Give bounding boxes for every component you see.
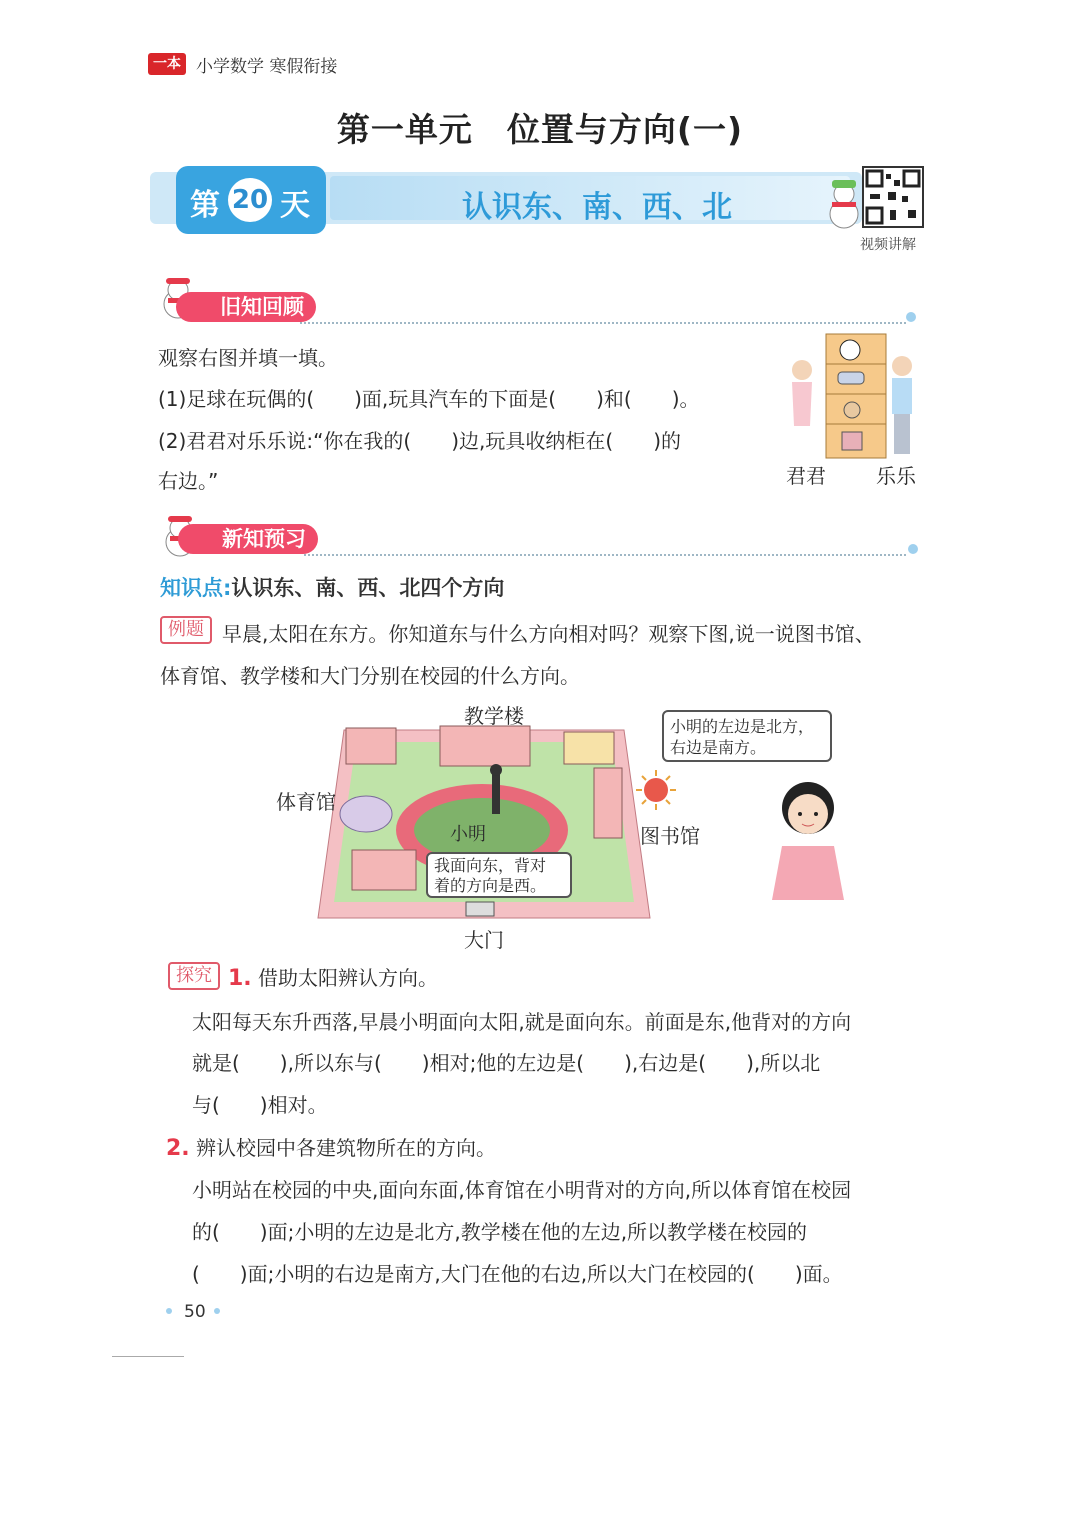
figure-label-junjun: 君君 — [786, 464, 826, 488]
day-number: 20 — [228, 178, 272, 222]
brand-logo: 一本 — [148, 53, 186, 75]
girl-illustration — [764, 772, 850, 902]
item2-line2: 的( )面;小明的左边是北方,教学楼在他的左边,所以教学楼在校园的 — [192, 1220, 808, 1244]
divider — [300, 322, 906, 324]
map-label-xiaoming: 小明 — [450, 824, 486, 845]
qr-code[interactable] — [862, 166, 924, 228]
bubble-xiaoming-line1: 我面向东，背对 — [434, 856, 547, 875]
map-label-gate: 大门 — [464, 928, 504, 952]
unit-title: 第一单元 位置与方向(一) — [336, 110, 744, 149]
snowman-mascot-icon — [824, 178, 864, 230]
video-label: 视频讲解 — [860, 237, 916, 253]
page-number: 50 — [184, 1302, 206, 1322]
day-badge — [176, 166, 326, 234]
map-label-teaching-building: 教学楼 — [464, 704, 524, 728]
page-dot-left — [166, 1308, 172, 1314]
preview-tag: 新知预习 — [178, 524, 318, 554]
review-instruction: 观察右图并填一填。 — [158, 346, 338, 370]
bubble-girl-line1: 小明的左边是北方， — [670, 717, 815, 736]
explore-item1-heading — [228, 962, 438, 991]
example-tag: 例题 — [160, 616, 212, 644]
bubble-xiaoming-line2: 着的方向是西。 — [434, 876, 547, 895]
lesson-title: 认识东、南、西、北 — [462, 190, 732, 225]
review-tag: 旧知回顾 — [176, 292, 316, 322]
review-q1: (1)足球在玩偶的( )面,玩具汽车的下面是( )和( )。 — [158, 387, 700, 411]
speech-bubble-xiaoming — [426, 852, 572, 898]
item1-title: 借助太阳辨认方向。 — [258, 966, 439, 990]
item1-line2: 就是( ),所以东与( )相对;他的左边是( ),右边是( ),所以北 — [192, 1051, 821, 1075]
map-label-gym: 体育馆 — [276, 790, 336, 814]
item2-number: 2. — [166, 1136, 190, 1161]
sun-icon — [634, 768, 678, 812]
item2-title: 辨认校园中各建筑物所在的方向。 — [196, 1136, 497, 1160]
divider-2 — [304, 554, 906, 556]
figure-label-lele: 乐乐 — [876, 464, 916, 488]
day-suffix: 天 — [280, 188, 310, 223]
item1-line3: 与( )相对。 — [192, 1093, 328, 1117]
knowledge-label: 知识点: — [160, 576, 232, 600]
example-line2: 体育馆、教学楼和大门分别在校园的什么方向。 — [160, 664, 580, 688]
flower-icon-2 — [908, 544, 918, 554]
review-q2-line1: (2)君君对乐乐说:“你在我的( )边,玩具收纳柜在( )的 — [158, 429, 681, 453]
explore-item2-heading — [166, 1132, 496, 1161]
item2-line3: ( )面;小明的右边是南方,大门在他的右边,所以大门在校园的( )面。 — [192, 1262, 843, 1286]
review-q2-line2: 右边。” — [158, 469, 219, 493]
knowledge-text: 认识东、南、西、北四个方向 — [231, 576, 505, 600]
item1-number: 1. — [228, 966, 252, 991]
flower-icon — [906, 312, 916, 322]
map-label-library: 图书馆 — [640, 824, 700, 848]
example-line1: 早晨,太阳在东方。你知道东与什么方向相对吗？观察下图,说一说图书馆、 — [222, 622, 875, 646]
explore-tag: 探究 — [168, 962, 220, 990]
page-dot-right — [214, 1308, 220, 1314]
knowledge-point — [160, 572, 504, 602]
item2-line1: 小明站在校园的中央,面向东面,体育馆在小明背对的方向,所以体育馆在校园 — [192, 1178, 852, 1202]
cabinet-illustration — [784, 330, 924, 462]
footer-line — [112, 1356, 184, 1357]
qr-code-icon — [864, 168, 922, 226]
speech-bubble-girl — [662, 710, 832, 762]
day-prefix: 第 — [190, 188, 220, 223]
series-title: 小学数学 寒假衔接 — [196, 57, 338, 77]
item1-line1: 太阳每天东升西落,早晨小明面向太阳,就是面向东。前面是东,他背对的方向 — [192, 1010, 852, 1034]
bubble-girl-line2: 右边是南方。 — [670, 738, 767, 757]
